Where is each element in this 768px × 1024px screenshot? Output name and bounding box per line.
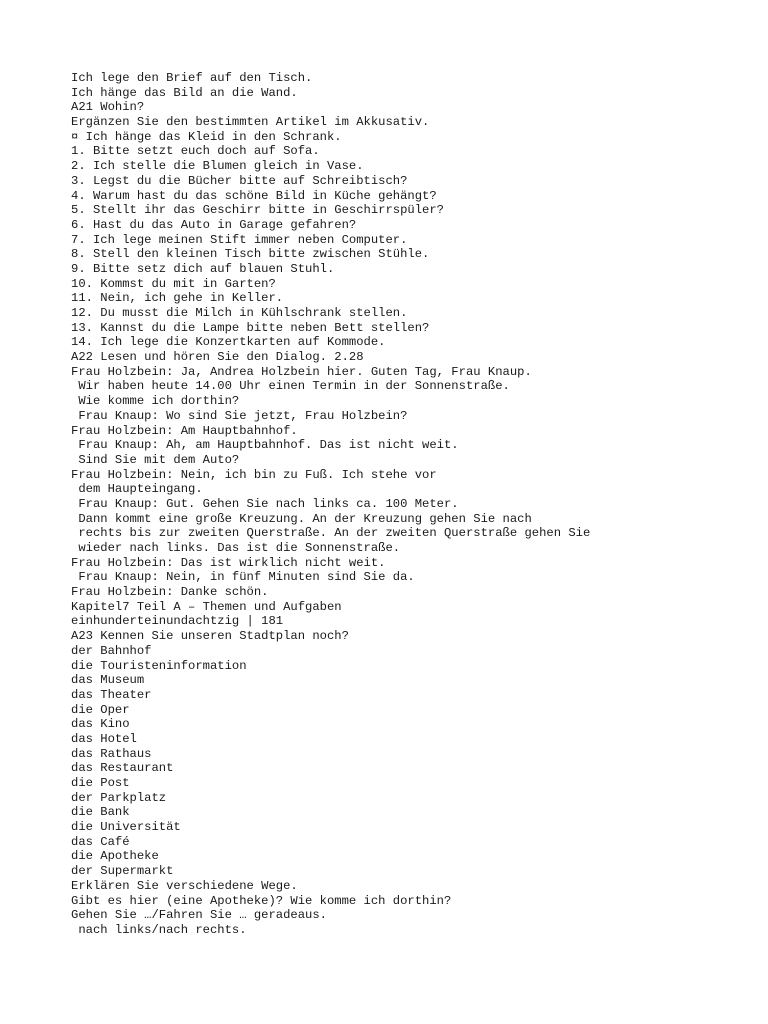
exercise-heading: A21 Wohin?	[71, 100, 145, 115]
vocab-item: das Hotel	[71, 731, 137, 746]
dialog-line: Frau Holzbein: Das ist wirklich nicht weit.	[71, 555, 386, 570]
page-number: einhunderteinundachtzig | 181	[71, 614, 284, 629]
dialog-line: Sind Sie mit dem Auto?	[71, 452, 240, 467]
phrase-line: Gehen Sie …/Fahren Sie … geradeaus.	[71, 908, 327, 923]
dialog-line: Frau Knaup: Ah, am Hauptbahnhof. Das ist nicht weit.	[71, 438, 459, 453]
vocab-item: die Universität	[71, 820, 181, 835]
dialog-line: rechts bis zur zweiten Querstraße. An der zweiten Querstraße gehen Sie	[71, 526, 591, 541]
text-line: Ich lege den Brief auf den Tisch.	[71, 71, 313, 85]
dialog-line: dem Haupteingang.	[71, 482, 203, 497]
vocab-item: das Café	[71, 834, 130, 849]
vocab-item: die Touristeninformation	[71, 658, 247, 673]
dialog-line: Frau Knaup: Wo sind Sie jetzt, Frau Holzbein?	[71, 408, 408, 423]
vocab-item: das Restaurant	[71, 761, 174, 776]
dialog-line: Frau Holzbein: Nein, ich bin zu Fuß. Ich stehe vor	[71, 467, 437, 482]
example-line: ¤ Ich hänge das Kleid in den Schrank.	[71, 129, 342, 144]
dialog-line: Frau Knaup: Nein, in fünf Minuten sind Sie da.	[71, 570, 415, 585]
exercise-item: 4. Warum hast du das schöne Bild in Küche gehängt?	[71, 188, 437, 203]
vocab-item: die Oper	[71, 702, 130, 717]
dialog-line: Wie komme ich dorthin?	[71, 394, 240, 409]
vocab-item: die Apotheke	[71, 849, 159, 864]
text-line: Ich hänge das Bild an die Wand.	[71, 85, 298, 100]
chapter-footer: Kapitel7 Teil A – Themen und Aufgaben	[71, 599, 342, 614]
dialog-line: Frau Holzbein: Ja, Andrea Holzbein hier. Guten Tag, Frau Knaup.	[71, 364, 532, 379]
exercise-instruction: Erklären Sie verschiedene Wege.	[71, 878, 298, 893]
phrase-line: nach links/nach rechts.	[71, 922, 247, 937]
vocab-item: das Theater	[71, 687, 152, 702]
exercise-item: 6. Hast du das Auto in Garage gefahren?	[71, 217, 357, 232]
dialog-line: Frau Knaup: Gut. Gehen Sie nach links ca. 100 Meter.	[71, 496, 459, 511]
exercise-item: 14. Ich lege die Konzertkarten auf Kommode.	[71, 335, 386, 350]
exercise-heading: A22 Lesen und hören Sie den Dialog. 2.28	[71, 350, 364, 365]
exercise-instruction: Ergänzen Sie den bestimmten Artikel im Akkusativ.	[71, 115, 430, 130]
vocab-item: das Kino	[71, 717, 130, 732]
exercise-item: 11. Nein, ich gehe in Keller.	[71, 291, 284, 306]
phrase-line: Gibt es hier (eine Apotheke)? Wie komme ich dorthin?	[71, 893, 452, 908]
exercise-item: 7. Ich lege meinen Stift immer neben Computer.	[71, 232, 408, 247]
exercise-item: 2. Ich stelle die Blumen gleich in Vase.	[71, 159, 364, 174]
exercise-item: 5. Stellt ihr das Geschirr bitte in Geschirrspüler?	[71, 203, 444, 218]
vocab-item: die Bank	[71, 805, 130, 820]
exercise-item: 13. Kannst du die Lampe bitte neben Bett stellen?	[71, 320, 430, 335]
vocab-item: der Parkplatz	[71, 790, 167, 805]
document-page	[71, 71, 751, 938]
exercise-item: 8. Stell den kleinen Tisch bitte zwischen Stühle.	[71, 247, 430, 262]
dialog-line: Dann kommt eine große Kreuzung. An der Kreuzung gehen Sie nach	[71, 511, 532, 526]
exercise-item: 10. Kommst du mit in Garten?	[71, 276, 276, 291]
exercise-item: 12. Du musst die Milch in Kühlschrank stellen.	[71, 306, 408, 320]
vocab-item: das Museum	[71, 673, 145, 688]
exercise-heading: A23 Kennen Sie unseren Stadtplan noch?	[71, 629, 349, 644]
vocab-item: der Supermarkt	[71, 864, 174, 879]
exercise-item: 3. Legst du die Bücher bitte auf Schreibtisch?	[71, 173, 408, 188]
vocab-item: das Rathaus	[71, 746, 152, 761]
dialog-line: Wir haben heute 14.00 Uhr einen Termin in der Sonnenstraße.	[71, 379, 510, 394]
dialog-line: Frau Holzbein: Am Hauptbahnhof.	[71, 423, 298, 438]
vocab-item: die Post	[71, 776, 130, 790]
exercise-item: 1. Bitte setzt euch doch auf Sofa.	[71, 144, 320, 159]
dialog-line: wieder nach links. Das ist die Sonnenstraße.	[71, 541, 401, 555]
vocab-item: der Bahnhof	[71, 643, 152, 658]
dialog-line: Frau Holzbein: Danke schön.	[71, 585, 269, 600]
exercise-item: 9. Bitte setz dich auf blauen Stuhl.	[71, 261, 335, 276]
